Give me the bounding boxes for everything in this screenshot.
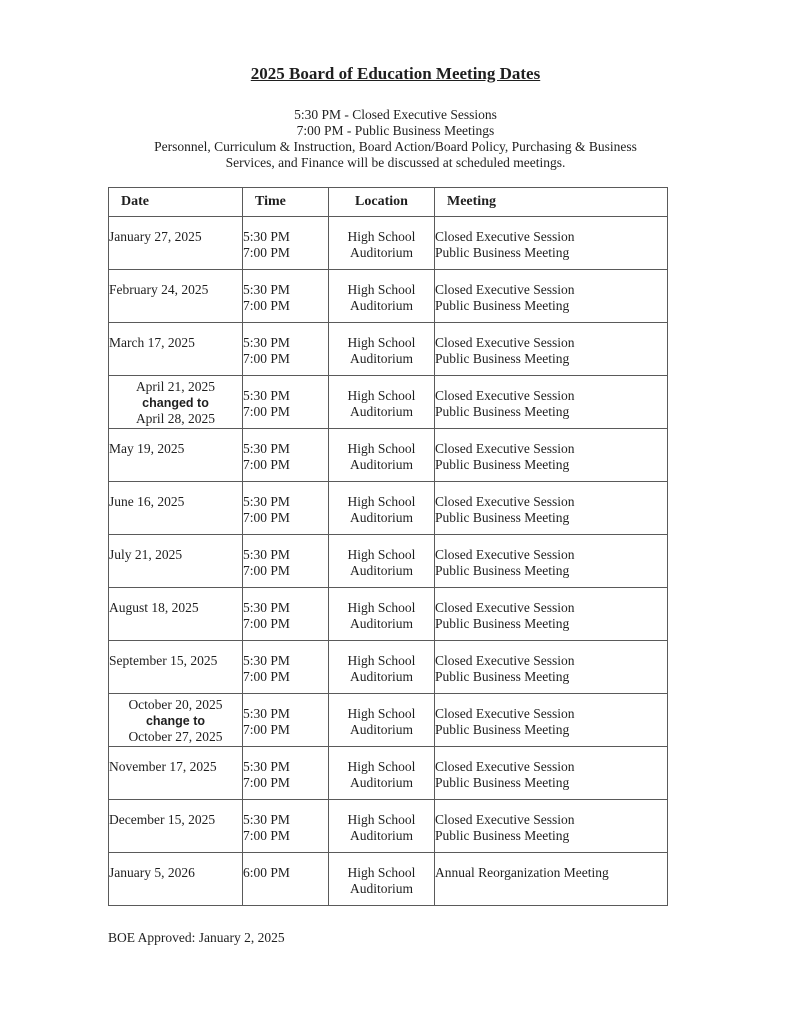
location-building: High School bbox=[347, 759, 416, 774]
meeting-type-secondary: Public Business Meeting bbox=[435, 404, 570, 419]
time-cell bbox=[243, 694, 329, 747]
table-row bbox=[109, 270, 668, 323]
location-building: High School bbox=[347, 600, 416, 615]
meeting-date: September 15, 2025 bbox=[109, 653, 218, 668]
meeting-time: 7:00 PM bbox=[243, 510, 290, 525]
time-cell bbox=[243, 217, 329, 270]
location-room: Auditorium bbox=[350, 351, 413, 366]
meeting-date: August 18, 2025 bbox=[109, 600, 199, 615]
date-cell bbox=[109, 535, 243, 588]
meeting-type-secondary: Public Business Meeting bbox=[435, 457, 570, 472]
location-room: Auditorium bbox=[350, 722, 413, 737]
meeting-type-primary: Closed Executive Session bbox=[435, 547, 575, 562]
meeting-cell bbox=[435, 747, 668, 800]
session-time: 5:30 PM bbox=[243, 547, 290, 562]
meeting-date: June 16, 2025 bbox=[109, 494, 185, 509]
location-cell bbox=[329, 217, 435, 270]
meeting-type-secondary: Public Business Meeting bbox=[435, 775, 570, 790]
meeting-type-secondary: Public Business Meeting bbox=[435, 722, 570, 737]
meeting-date: May 19, 2025 bbox=[109, 441, 185, 456]
meeting-time: 7:00 PM bbox=[243, 828, 290, 843]
time-cell bbox=[243, 323, 329, 376]
location-building: High School bbox=[347, 653, 416, 668]
original-date: October 20, 2025 bbox=[128, 697, 223, 712]
meeting-time: 7:00 PM bbox=[243, 722, 290, 737]
meeting-cell bbox=[435, 376, 668, 429]
location-room: Auditorium bbox=[350, 510, 413, 525]
meeting-date: March 17, 2025 bbox=[109, 335, 195, 350]
meeting-type-primary: Closed Executive Session bbox=[435, 759, 575, 774]
time-cell bbox=[243, 270, 329, 323]
meeting-schedule-table bbox=[108, 187, 668, 906]
meeting-time: 7:00 PM bbox=[243, 563, 290, 578]
meeting-type-primary: Closed Executive Session bbox=[435, 388, 575, 403]
time-cell bbox=[243, 376, 329, 429]
table-row bbox=[109, 482, 668, 535]
time-cell bbox=[243, 747, 329, 800]
meeting-cell bbox=[435, 429, 668, 482]
meeting-type-primary: Annual Reorganization Meeting bbox=[435, 865, 609, 880]
meeting-time: 7:00 PM bbox=[243, 457, 290, 472]
new-date: April 28, 2025 bbox=[135, 411, 216, 426]
page-title: 2025 Board of Education Meeting Dates bbox=[250, 64, 541, 83]
meeting-cell bbox=[435, 641, 668, 694]
location-cell bbox=[329, 747, 435, 800]
time-cell bbox=[243, 641, 329, 694]
meeting-type-primary: Closed Executive Session bbox=[435, 600, 575, 615]
location-room: Auditorium bbox=[350, 245, 413, 260]
date-cell bbox=[109, 853, 243, 906]
location-cell bbox=[329, 694, 435, 747]
intro-line-topics-2: Services, and Finance will be discussed at scheduled meetings. bbox=[225, 155, 566, 170]
location-cell bbox=[329, 800, 435, 853]
intro-notes bbox=[0, 107, 791, 171]
session-time: 5:30 PM bbox=[243, 812, 290, 827]
meeting-cell bbox=[435, 853, 668, 906]
meeting-cell bbox=[435, 535, 668, 588]
meeting-type-primary: Closed Executive Session bbox=[435, 282, 575, 297]
table-row bbox=[109, 323, 668, 376]
table-row bbox=[109, 853, 668, 906]
date-cell bbox=[109, 429, 243, 482]
meeting-date: January 27, 2025 bbox=[109, 229, 202, 244]
location-cell bbox=[329, 376, 435, 429]
meeting-cell bbox=[435, 217, 668, 270]
location-building: High School bbox=[347, 547, 416, 562]
meeting-date: November 17, 2025 bbox=[109, 759, 217, 774]
location-cell bbox=[329, 588, 435, 641]
table-row bbox=[109, 429, 668, 482]
table-row bbox=[109, 747, 668, 800]
location-building: High School bbox=[347, 229, 416, 244]
location-cell bbox=[329, 535, 435, 588]
table-row bbox=[109, 376, 668, 429]
approval-note: BOE Approved: January 2, 2025 bbox=[108, 930, 285, 945]
location-cell bbox=[329, 323, 435, 376]
date-cell bbox=[109, 270, 243, 323]
table-header-row bbox=[109, 188, 668, 217]
header-date: Date bbox=[109, 188, 243, 217]
table-row bbox=[109, 641, 668, 694]
meeting-type-secondary: Public Business Meeting bbox=[435, 616, 570, 631]
session-time: 5:30 PM bbox=[243, 600, 290, 615]
location-room: Auditorium bbox=[350, 404, 413, 419]
date-cell bbox=[109, 323, 243, 376]
session-time: 5:30 PM bbox=[243, 282, 290, 297]
location-building: High School bbox=[347, 812, 416, 827]
location-cell bbox=[329, 853, 435, 906]
meeting-time: 7:00 PM bbox=[243, 245, 290, 260]
meeting-cell bbox=[435, 482, 668, 535]
date-cell bbox=[109, 641, 243, 694]
table-row bbox=[109, 535, 668, 588]
table-row bbox=[109, 800, 668, 853]
table-row bbox=[109, 588, 668, 641]
date-cell bbox=[109, 588, 243, 641]
table-row bbox=[109, 694, 668, 747]
meeting-date: July 21, 2025 bbox=[109, 547, 183, 562]
session-time: 5:30 PM bbox=[243, 653, 290, 668]
location-cell bbox=[329, 641, 435, 694]
meeting-type-secondary: Public Business Meeting bbox=[435, 563, 570, 578]
meeting-type-primary: Closed Executive Session bbox=[435, 812, 575, 827]
location-building: High School bbox=[347, 441, 416, 456]
meeting-time: 7:00 PM bbox=[243, 351, 290, 366]
date-cell bbox=[109, 800, 243, 853]
session-time: 5:30 PM bbox=[243, 441, 290, 456]
table-body bbox=[109, 217, 668, 906]
meeting-type-secondary: Public Business Meeting bbox=[435, 245, 570, 260]
location-building: High School bbox=[347, 494, 416, 509]
meeting-cell bbox=[435, 588, 668, 641]
meeting-time: 7:00 PM bbox=[243, 298, 290, 313]
location-room: Auditorium bbox=[350, 828, 413, 843]
time-cell bbox=[243, 800, 329, 853]
meeting-type-primary: Closed Executive Session bbox=[435, 706, 575, 721]
meeting-date: February 24, 2025 bbox=[109, 282, 209, 297]
location-building: High School bbox=[347, 865, 416, 880]
location-cell bbox=[329, 482, 435, 535]
session-time: 5:30 PM bbox=[243, 388, 290, 403]
meeting-type-primary: Closed Executive Session bbox=[435, 335, 575, 350]
session-time: 5:30 PM bbox=[243, 706, 290, 721]
meeting-date: January 5, 2026 bbox=[109, 865, 195, 880]
location-room: Auditorium bbox=[350, 457, 413, 472]
location-room: Auditorium bbox=[350, 616, 413, 631]
date-cell bbox=[109, 747, 243, 800]
meeting-type-primary: Closed Executive Session bbox=[435, 653, 575, 668]
date-change-note: changed to bbox=[142, 396, 209, 410]
meeting-type-primary: Closed Executive Session bbox=[435, 441, 575, 456]
meeting-time: 7:00 PM bbox=[243, 616, 290, 631]
date-cell bbox=[109, 217, 243, 270]
new-date: October 27, 2025 bbox=[128, 729, 223, 744]
date-cell bbox=[109, 482, 243, 535]
meeting-type-primary: Closed Executive Session bbox=[435, 494, 575, 509]
meeting-type-secondary: Public Business Meeting bbox=[435, 351, 570, 366]
location-room: Auditorium bbox=[350, 775, 413, 790]
time-cell bbox=[243, 588, 329, 641]
intro-line-public-meeting: 7:00 PM - Public Business Meetings bbox=[296, 123, 495, 138]
header-time: Time bbox=[243, 188, 329, 217]
date-change-note: change to bbox=[145, 714, 206, 728]
meeting-type-secondary: Public Business Meeting bbox=[435, 669, 570, 684]
intro-line-closed-session: 5:30 PM - Closed Executive Sessions bbox=[294, 107, 497, 122]
meeting-type-secondary: Public Business Meeting bbox=[435, 298, 570, 313]
location-building: High School bbox=[347, 282, 416, 297]
meeting-date: December 15, 2025 bbox=[109, 812, 216, 827]
time-cell bbox=[243, 429, 329, 482]
location-room: Auditorium bbox=[350, 298, 413, 313]
time-cell bbox=[243, 535, 329, 588]
original-date: April 21, 2025 bbox=[135, 379, 216, 394]
date-cell bbox=[109, 694, 243, 747]
meeting-type-secondary: Public Business Meeting bbox=[435, 828, 570, 843]
session-time: 5:30 PM bbox=[243, 335, 290, 350]
meeting-time: 7:00 PM bbox=[243, 775, 290, 790]
location-building: High School bbox=[347, 388, 416, 403]
meeting-cell bbox=[435, 694, 668, 747]
date-cell bbox=[109, 376, 243, 429]
session-time: 5:30 PM bbox=[243, 494, 290, 509]
header-meeting: Meeting bbox=[435, 188, 668, 217]
session-time: 5:30 PM bbox=[243, 229, 290, 244]
intro-line-topics-1: Personnel, Curriculum & Instruction, Board Action/Board Policy, Purchasing & Business bbox=[154, 139, 637, 154]
session-time: 6:00 PM bbox=[243, 865, 290, 880]
header-location: Location bbox=[329, 188, 435, 217]
location-building: High School bbox=[347, 706, 416, 721]
location-room: Auditorium bbox=[350, 881, 413, 896]
table-row bbox=[109, 217, 668, 270]
meeting-time: 7:00 PM bbox=[243, 404, 290, 419]
session-time: 5:30 PM bbox=[243, 759, 290, 774]
meeting-type-secondary: Public Business Meeting bbox=[435, 510, 570, 525]
meeting-type-primary: Closed Executive Session bbox=[435, 229, 575, 244]
meeting-cell bbox=[435, 800, 668, 853]
location-room: Auditorium bbox=[350, 563, 413, 578]
location-cell bbox=[329, 429, 435, 482]
location-cell bbox=[329, 270, 435, 323]
meeting-cell bbox=[435, 323, 668, 376]
location-room: Auditorium bbox=[350, 669, 413, 684]
meeting-time: 7:00 PM bbox=[243, 669, 290, 684]
time-cell bbox=[243, 853, 329, 906]
location-building: High School bbox=[347, 335, 416, 350]
meeting-cell bbox=[435, 270, 668, 323]
time-cell bbox=[243, 482, 329, 535]
